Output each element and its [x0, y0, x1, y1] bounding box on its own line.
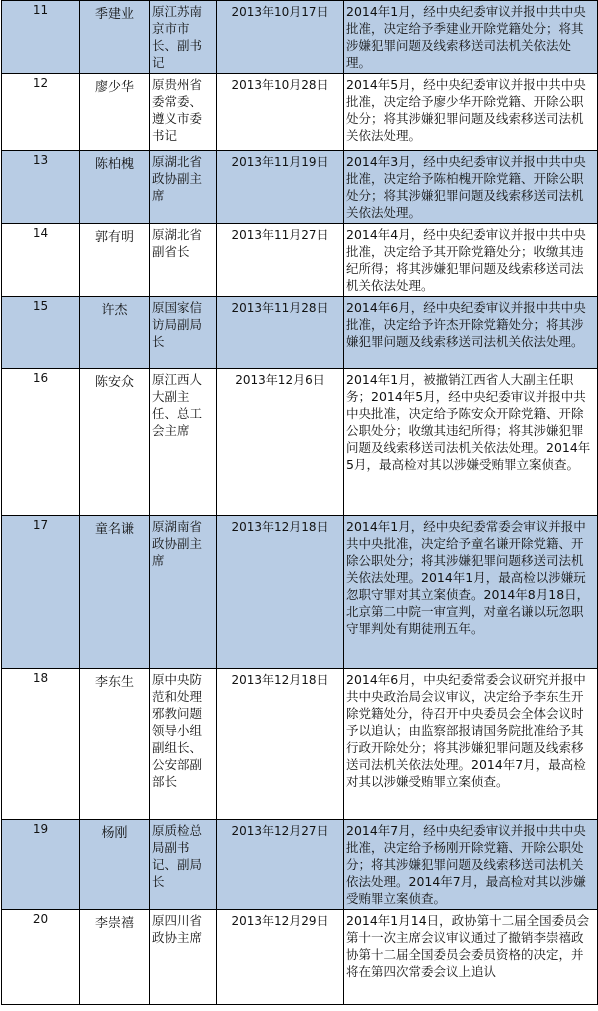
- investigation-date: 2013年12月6日: [217, 369, 344, 516]
- disciplinary-outcome: 2014年6月，中央纪委常委会议研究并报中共中央政治局会议审议，决定给予李东生开除党籍处分，待召开中央委员会全体会议时予以追认；由监察部报请国务院批准给予其行政开除处分；将其涉嫌犯罪问题及线索移送司法机关依法处理。2014年7月，最高检对其以涉嫌受贿罪立案侦查。: [344, 669, 598, 820]
- row-number: 12: [2, 74, 80, 151]
- table-body: [2, 1, 598, 1005]
- official-position: 原江苏南京市市长、副书记: [150, 1, 217, 74]
- investigation-date: 2013年10月17日: [217, 1, 344, 74]
- table-row: [2, 369, 598, 516]
- row-number: 11: [2, 1, 80, 74]
- investigation-date: 2013年12月29日: [217, 910, 344, 1005]
- investigation-date: 2013年12月27日: [217, 820, 344, 910]
- disciplinary-outcome: 2014年3月，经中央纪委审议并报中共中央批准，决定给予陈柏槐开除党籍、开除公职处分；将其涉嫌犯罪问题及线索移送司法机关依法处理。: [344, 151, 598, 224]
- disciplinary-outcome: 2014年6月，经中央纪委审议并报中共中央批准，决定给予许杰开除党籍处分；将其涉嫌犯罪问题及线索移送司法机关依法处理。: [344, 297, 598, 369]
- official-name: 童名谦: [80, 516, 150, 669]
- table-row: [2, 151, 598, 224]
- official-position: 原江西人大副主任、总工会主席: [150, 369, 217, 516]
- official-name: 许杰: [80, 297, 150, 369]
- officials-table: [1, 0, 598, 1005]
- official-position: 原国家信访局副局长: [150, 297, 217, 369]
- disciplinary-outcome: 2014年1月，被撤销江西省人大副主任职务；2014年5月，经中央纪委审议并报中共中央批准，决定给予陈安众开除党籍、开除公职处分；收缴其违纪所得；将其涉嫌犯罪问题及线索移送司法机关依法处理。2014年5月，最高检对其以涉嫌受贿罪立案侦查。: [344, 369, 598, 516]
- disciplinary-outcome: 2014年7月，经中央纪委审议并报中共中央批准，决定给予杨刚开除党籍、开除公职处分；将其涉嫌犯罪问题及线索移送司法机关依法处理。2014年7月，最高检对其以涉嫌受贿罪立案侦查。: [344, 820, 598, 910]
- official-name: 陈安众: [80, 369, 150, 516]
- official-name: 廖少华: [80, 74, 150, 151]
- table-row: [2, 669, 598, 820]
- official-position: 原湖北省政协副主席: [150, 151, 217, 224]
- table-row: [2, 516, 598, 669]
- official-name: 李崇禧: [80, 910, 150, 1005]
- table-row: [2, 74, 598, 151]
- official-position: 原质检总局副书记、副局长: [150, 820, 217, 910]
- investigation-date: 2013年12月18日: [217, 669, 344, 820]
- disciplinary-outcome: 2014年4月，经中央纪委审议并报中共中央批准，决定给予其开除党籍处分；收缴其违纪所得；将其涉嫌犯罪问题及线索移送司法机关依法处理。: [344, 224, 598, 297]
- table-row: [2, 820, 598, 910]
- row-number: 15: [2, 297, 80, 369]
- official-position: 原湖南省政协副主席: [150, 516, 217, 669]
- table-row: [2, 1, 598, 74]
- table-row: [2, 910, 598, 1005]
- official-name: 季建业: [80, 1, 150, 74]
- disciplinary-outcome: 2014年5月，经中央纪委审议并报中共中央批准，决定给予廖少华开除党籍、开除公职处分；将其涉嫌犯罪问题及线索移送司法机关依法处理。: [344, 74, 598, 151]
- investigation-date: 2013年11月27日: [217, 224, 344, 297]
- investigation-date: 2013年12月18日: [217, 516, 344, 669]
- row-number: 14: [2, 224, 80, 297]
- investigation-date: 2013年11月19日: [217, 151, 344, 224]
- disciplinary-outcome: 2014年1月，经中央纪委审议并报中共中央批准，决定给予季建业开除党籍处分；将其涉嫌犯罪问题及线索移送司法机关依法处理。: [344, 1, 598, 74]
- disciplinary-outcome: 2014年1月，经中央纪委常委会审议并报中共中央批准，决定给予童名谦开除党籍、开除公职处分；将其涉嫌犯罪问题移送司法机关依法处理。2014年1月，最高检以涉嫌玩忽职守罪对其立案侦查。2014年8月18日，北京第二中院一审宣判，对童名谦以玩忽职守罪判处有期徒刑五年。: [344, 516, 598, 669]
- row-number: 20: [2, 910, 80, 1005]
- official-name: 郭有明: [80, 224, 150, 297]
- row-number: 16: [2, 369, 80, 516]
- official-name: 李东生: [80, 669, 150, 820]
- investigation-date: 2013年11月28日: [217, 297, 344, 369]
- official-position: 原湖北省副省长: [150, 224, 217, 297]
- row-number: 17: [2, 516, 80, 669]
- disciplinary-outcome: 2014年1月14日，政协第十二届全国委员会第十一次主席会议审议通过了撤销李崇禧政协第十二届全国委员会委员资格的决定，并将在第四次常委会议上追认: [344, 910, 598, 1005]
- row-number: 18: [2, 669, 80, 820]
- official-position: 原中央防范和处理邪教问题领导小组副组长、公安部副部长: [150, 669, 217, 820]
- table-row: [2, 224, 598, 297]
- investigation-date: 2013年10月28日: [217, 74, 344, 151]
- official-position: 原贵州省委常委、遵义市委书记: [150, 74, 217, 151]
- row-number: 19: [2, 820, 80, 910]
- official-position: 原四川省政协主席: [150, 910, 217, 1005]
- official-name: 杨刚: [80, 820, 150, 910]
- table-row: [2, 297, 598, 369]
- official-name: 陈柏槐: [80, 151, 150, 224]
- row-number: 13: [2, 151, 80, 224]
